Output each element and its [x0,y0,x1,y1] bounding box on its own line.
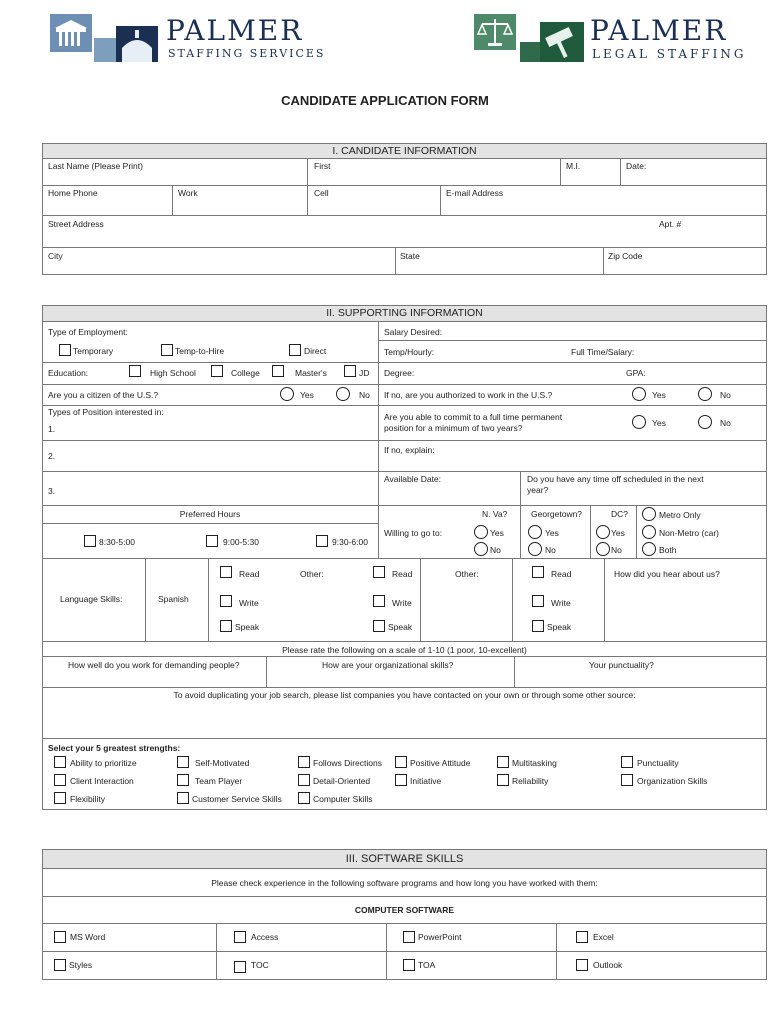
authorized-no-label: No [720,390,731,400]
strength-positive-attitude-label: Positive Attitude [410,758,471,768]
sw-excel-label: Excel [593,932,614,942]
strength-reliability-checkbox[interactable] [497,774,509,786]
strength-punctuality-label: Punctuality [637,758,679,768]
citizen-yes-label: Yes [300,390,314,400]
metro-only-label: Metro Only [659,510,701,520]
willing-label: Willing to go to: [384,528,443,538]
preferred-hours-label: Preferred Hours [179,509,241,519]
temp-to-hire-checkbox[interactable] [161,344,173,356]
hours-930-label: 9:30-6:00 [332,537,368,547]
spanish-read-label: Read [239,569,260,579]
computer-software-label: COMPUTER SOFTWARE [354,905,455,915]
other2-read-label: Read [551,569,572,579]
georgetown-label: Georgetown? [531,509,583,519]
georgetown-no-radio[interactable] [528,542,542,556]
strength-initiative-label: Initiative [410,776,442,786]
zip-label: Zip Code [608,251,643,261]
both-radio[interactable] [642,542,656,556]
temporary-checkbox[interactable] [59,344,71,356]
authorized-question: If no, are you authorized to work in the U.S.? [384,390,553,400]
home-phone-label: Home Phone [48,188,98,198]
strength-flexibility-checkbox[interactable] [54,792,66,804]
time-off-question-line1: Do you have any time off scheduled in the next [527,474,704,484]
both-label: Both [659,545,677,555]
types-position-label: Types of Position interested in: [48,407,164,417]
section3-header: III. SOFTWARE SKILLS [42,849,767,869]
organizational-question: How are your organizational skills? [322,660,454,670]
work-phone-label: Work [178,188,198,198]
sw-access-label: Access [251,932,279,942]
high-school-checkbox[interactable] [129,365,141,377]
first-name-label: First [314,161,331,171]
commit-no-radio[interactable] [698,415,712,429]
strength-customer-service-label: Customer Service Skills [192,794,282,804]
strength-follows-directions-label: Follows Directions [313,758,382,768]
logo-left-sub: STAFFING SERVICES [168,47,326,60]
state-label: State [400,251,420,261]
logo-right-name: PALMER [590,14,728,47]
other2-write-label: Write [551,598,571,608]
hours-900-label: 9:00-5:30 [223,537,259,547]
strength-self-motivated-checkbox[interactable] [177,756,189,768]
hours-930-checkbox[interactable] [316,535,328,547]
strength-punctuality-checkbox[interactable] [621,756,633,768]
metro-only-radio[interactable] [642,507,656,521]
spanish-write-label: Write [239,598,259,608]
strengths-label: Select your 5 greatest strengths: [48,743,181,753]
sw-toa-checkbox[interactable] [403,959,415,971]
spanish-read-checkbox[interactable] [220,566,232,578]
apt-label: Apt. # [659,219,682,229]
other-language-1-label: Other: [300,569,324,579]
temp-hourly-label: Temp/Hourly: [384,347,435,357]
temporary-label: Temporary [73,346,114,356]
strength-computer-skills-checkbox[interactable] [298,792,310,804]
citizen-question: Are you a citizen of the U.S.? [48,390,159,400]
other2-write-checkbox[interactable] [532,595,544,607]
strength-positive-attitude-checkbox[interactable] [395,756,407,768]
hours-900-checkbox[interactable] [206,535,218,547]
direct-label: Direct [304,346,327,356]
other-language-2-label: Other: [455,569,479,579]
nva-yes-radio[interactable] [474,525,488,539]
education-label: Education: [48,368,89,378]
direct-checkbox[interactable] [289,344,301,356]
college-checkbox[interactable] [211,365,223,377]
non-metro-label: Non-Metro (car) [659,528,719,538]
street-label: Street Address [48,219,104,229]
authorized-no-radio[interactable] [698,387,712,401]
commit-yes-radio[interactable] [632,415,646,429]
form-title: CANDIDATE APPLICATION FORM [281,93,489,108]
strength-detail-oriented-label: Detail-Oriented [313,776,371,786]
strength-client-interaction-checkbox[interactable] [54,774,66,786]
salary-desired-label: Salary Desired: [384,327,443,337]
other2-speak-checkbox[interactable] [532,620,544,632]
rate-instruction: Please rate the following on a scale of 1-10 (1 poor, 10-excellent) [282,645,527,655]
temp-to-hire-label: Temp-to-Hire [175,346,225,356]
strength-computer-skills-label: Computer Skills [313,794,373,804]
hours-830-label: 8:30-5:00 [99,537,135,547]
strength-customer-service-checkbox[interactable] [177,792,189,804]
nva-no-radio[interactable] [474,542,488,556]
date-label: Date: [626,161,647,171]
commit-no-label: No [720,418,731,428]
college-label: College [231,368,260,378]
language-skills-label: Language Skills: [60,594,123,604]
sw-excel-checkbox[interactable] [576,931,588,943]
other1-speak-checkbox[interactable] [373,620,385,632]
strength-ability-to-prioritize-checkbox[interactable] [54,756,66,768]
logo-right-sub: LEGAL STAFFING [592,47,747,61]
sw-toc-label: TOC [251,960,269,970]
spanish-speak-label: Speak [235,622,260,632]
citizen-yes-radio[interactable] [280,387,294,401]
strength-team-player-label: Team Player [195,776,243,786]
degree-label: Degree: [384,368,415,378]
strength-initiative-checkbox[interactable] [395,774,407,786]
georgetown-yes-radio[interactable] [528,525,542,539]
strength-organization-skills-label: Organization Skills [637,776,708,786]
georgetown-yes-label: Yes [545,528,559,538]
other1-write-checkbox[interactable] [373,595,385,607]
non-metro-radio[interactable] [642,525,656,539]
section2-header: II. SUPPORTING INFORMATION [42,305,767,322]
type-of-employment-label: Type of Employment: [48,327,128,337]
sw-outlook-checkbox[interactable] [576,959,588,971]
demanding-question: How well do you work for demanding people? [68,660,240,670]
gpa-label: GPA: [626,368,646,378]
available-date-label: Available Date: [384,474,442,484]
other2-read-checkbox[interactable] [532,566,544,578]
time-off-question-line2: year? [527,485,549,495]
sw-ms-word-checkbox[interactable] [54,931,66,943]
dc-no-radio[interactable] [596,542,610,556]
strength-ability-to-prioritize-label: Ability to prioritize [70,758,137,768]
other1-write-label: Write [392,598,412,608]
other1-read-label: Read [392,569,413,579]
masters-checkbox[interactable] [272,365,284,377]
last-name-label: Last Name (Please Print) [48,161,143,171]
strength-organization-skills-checkbox[interactable] [621,774,633,786]
sw-toc-checkbox[interactable] [234,961,246,973]
strength-client-interaction-label: Client Interaction [70,776,134,786]
software-instruction: Please check experience in the following software programs and how long you have worked with them: [211,878,598,888]
commit-yes-label: Yes [652,418,666,428]
dc-label: DC? [611,509,629,519]
dc-yes-label: Yes [611,528,625,538]
strength-multitasking-checkbox[interactable] [497,756,509,768]
strength-multitasking-label: Multitasking [512,758,557,768]
strength-reliability-label: Reliability [512,776,549,786]
strength-team-player-checkbox[interactable] [177,774,189,786]
sw-powerpoint-checkbox[interactable] [403,931,415,943]
city-label: City [48,251,63,261]
mi-label: M.I. [566,161,581,171]
full-time-salary-label: Full Time/Salary: [571,347,635,357]
nva-label: N. Va? [482,509,508,519]
dc-yes-radio[interactable] [596,525,610,539]
position-1-label: 1. [48,424,56,434]
section1-header: I. CANDIDATE INFORMATION [42,143,767,159]
jd-label: JD [359,368,370,378]
sw-toa-label: TOA [418,960,436,970]
sw-powerpoint-label: PowerPoint [418,932,462,942]
other2-speak-label: Speak [547,622,572,632]
sw-styles-checkbox[interactable] [54,959,66,971]
email-label: E-mail Address [446,188,504,198]
sw-access-checkbox[interactable] [234,931,246,943]
other1-speak-label: Speak [388,622,413,632]
avoid-duplicating-instruction: To avoid duplicating your job search, please list companies you have contacted on your own or through some other source: [173,690,636,700]
logo-left-name: PALMER [166,14,304,47]
jd-checkbox[interactable] [344,365,356,377]
strength-flexibility-label: Flexibility [70,794,105,804]
hours-830-checkbox[interactable] [84,535,96,547]
authorized-yes-label: Yes [652,390,666,400]
authorized-yes-radio[interactable] [632,387,646,401]
strength-self-motivated-label: Self-Motivated [195,758,250,768]
citizen-no-radio[interactable] [336,387,350,401]
masters-label: Master's [295,368,327,378]
nva-no-label: No [490,545,501,555]
strength-detail-oriented-checkbox[interactable] [298,774,310,786]
if-no-explain-label: If no, explain: [384,445,435,455]
scales-gavel-icon [474,14,586,64]
spanish-speak-checkbox[interactable] [220,620,232,632]
how-hear-label: How did you hear about us? [614,569,720,579]
position-2-label: 2. [48,451,56,461]
cell-label: Cell [314,188,329,198]
capitol-building-icon [50,14,160,64]
commit-question-line2: position for a minimum of two years? [384,423,523,433]
punctuality-question: Your punctuality? [589,660,654,670]
nva-yes-label: Yes [490,528,504,538]
citizen-no-label: No [359,390,370,400]
strength-follows-directions-checkbox[interactable] [298,756,310,768]
commit-question-line1: Are you able to commit to a full time permanent [384,412,563,422]
sw-styles-label: Styles [69,960,93,970]
sw-ms-word-label: MS Word [70,932,106,942]
spanish-label: Spanish [158,594,189,604]
spanish-write-checkbox[interactable] [220,595,232,607]
high-school-label: High School [150,368,196,378]
georgetown-no-label: No [545,545,556,555]
other1-read-checkbox[interactable] [373,566,385,578]
sw-outlook-label: Outlook [593,960,623,970]
position-3-label: 3. [48,486,56,496]
dc-no-label: No [611,545,622,555]
